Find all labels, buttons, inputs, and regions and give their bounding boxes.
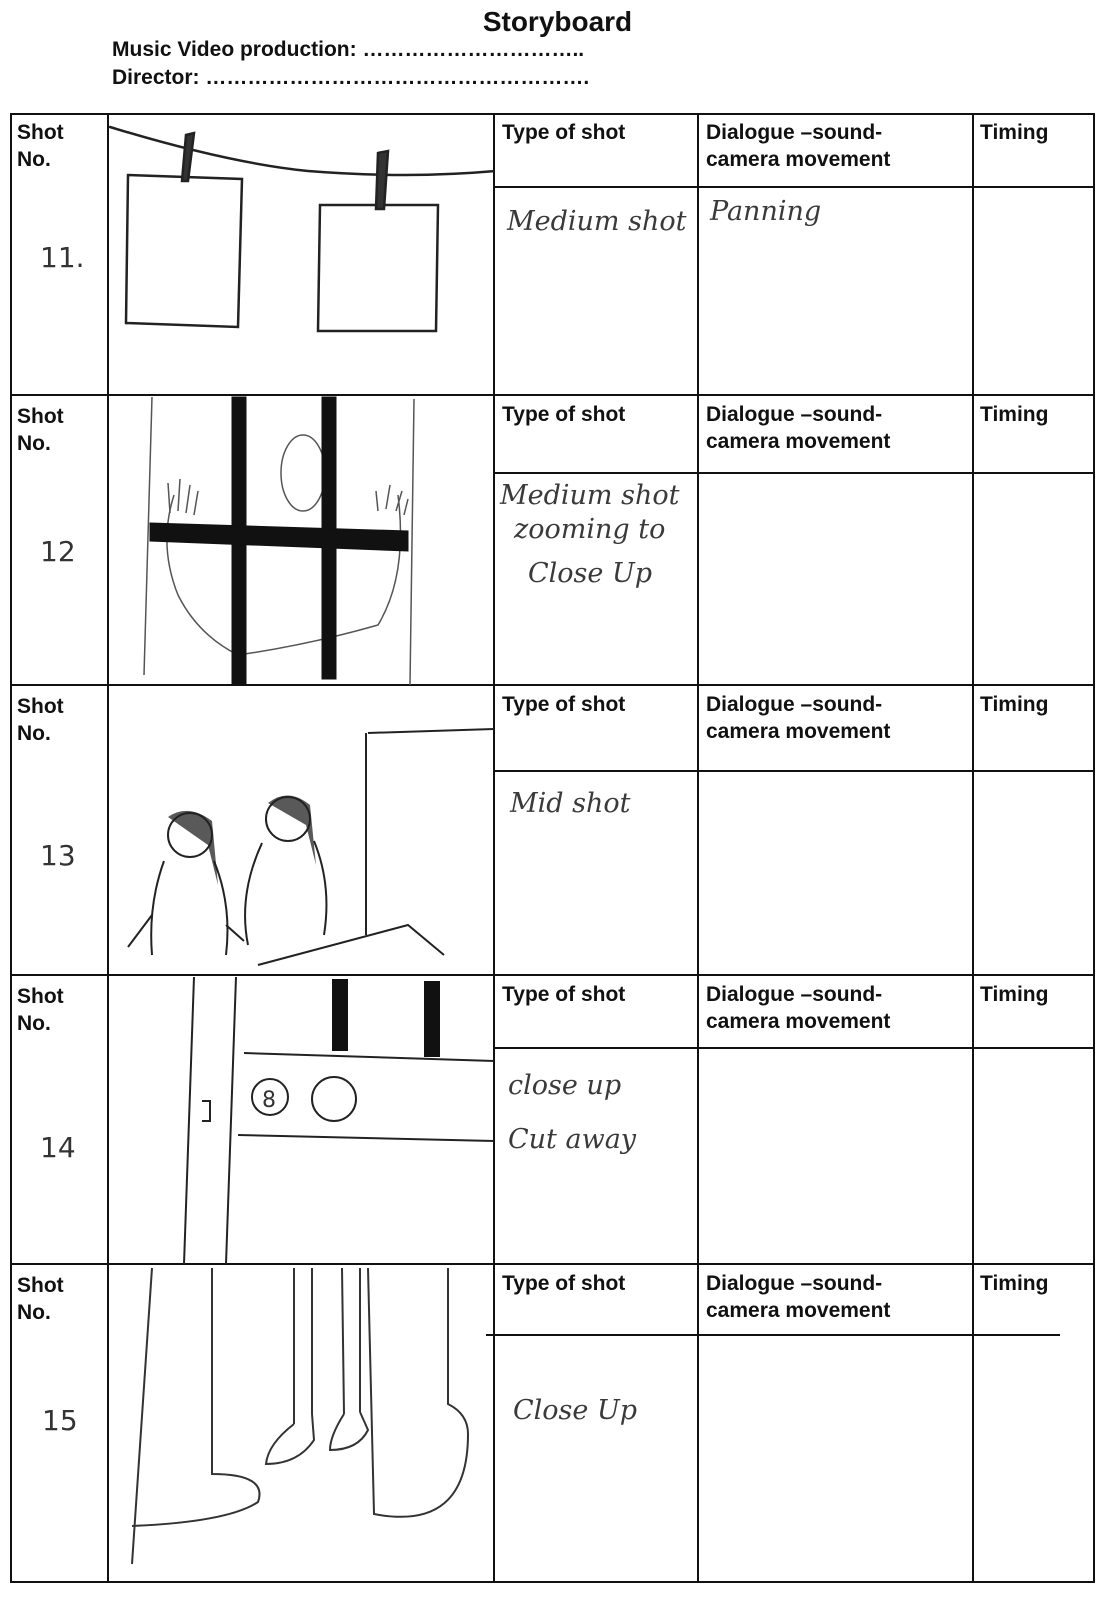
timing-header: Timing <box>980 121 1049 144</box>
shot-number: 13 <box>40 839 76 872</box>
dialogue-header: Dialogue –sound- camera movement <box>706 121 891 171</box>
shot-number: 12 <box>40 535 76 568</box>
shot-number: 15 <box>42 1404 78 1437</box>
shot-no-header: Shot No. <box>17 1274 64 1324</box>
type-of-shot-value: Medium shot <box>507 206 687 237</box>
type-of-shot-value: Medium shot zooming to Close Up <box>500 480 680 589</box>
dialogue-header: Dialogue –sound- camera movement <box>706 983 891 1033</box>
production-field-label: Music Video production: ………………………….. <box>112 38 585 61</box>
page-title: Storyboard <box>482 6 633 37</box>
type-of-shot-value: close up Cut away <box>508 1070 637 1155</box>
type-of-shot-header: Type of shot <box>502 693 626 716</box>
shot-row-14 <box>10 975 1095 1264</box>
shot-no-header: Shot No. <box>17 695 64 745</box>
shot-number: 14 <box>40 1131 76 1164</box>
shot-no-header: Shot No. <box>17 985 64 1035</box>
shot-row-15 <box>10 1264 1095 1582</box>
sketch-feet-and-dangling-shoes <box>108 1264 494 1582</box>
svg-text:8: 8 <box>262 1088 276 1113</box>
sketch-figure-behind-window-bars <box>108 395 494 685</box>
type-of-shot-value: Close Up <box>513 1395 638 1426</box>
dialogue-value: Panning <box>710 196 822 227</box>
timing-header: Timing <box>980 983 1049 1006</box>
sketch-two-figures-doorway <box>108 685 494 975</box>
shot-row-13 <box>10 685 1095 975</box>
dialogue-header: Dialogue –sound- camera movement <box>706 693 891 743</box>
shot-number: 11. <box>40 241 85 274</box>
shot-no-header: Shot No. <box>17 121 64 171</box>
type-of-shot-header: Type of shot <box>502 1272 626 1295</box>
sketch-elevator-buttons <box>108 975 494 1264</box>
timing-header: Timing <box>980 693 1049 716</box>
shot-row-11 <box>10 113 1095 395</box>
director-field-label: Director: ………………………………………………. <box>112 66 590 89</box>
dialogue-header: Dialogue –sound- camera movement <box>706 1272 891 1322</box>
timing-header: Timing <box>980 1272 1049 1295</box>
timing-header: Timing <box>980 403 1049 426</box>
type-of-shot-header: Type of shot <box>502 983 626 1006</box>
shot-no-header: Shot No. <box>17 405 64 455</box>
type-of-shot-header: Type of shot <box>502 403 626 426</box>
dialogue-header: Dialogue –sound- camera movement <box>706 403 891 453</box>
sketch-clothesline-photos <box>108 113 494 395</box>
type-of-shot-value: Mid shot <box>510 788 631 819</box>
shot-row-12 <box>10 395 1095 685</box>
type-of-shot-header: Type of shot <box>502 121 626 144</box>
